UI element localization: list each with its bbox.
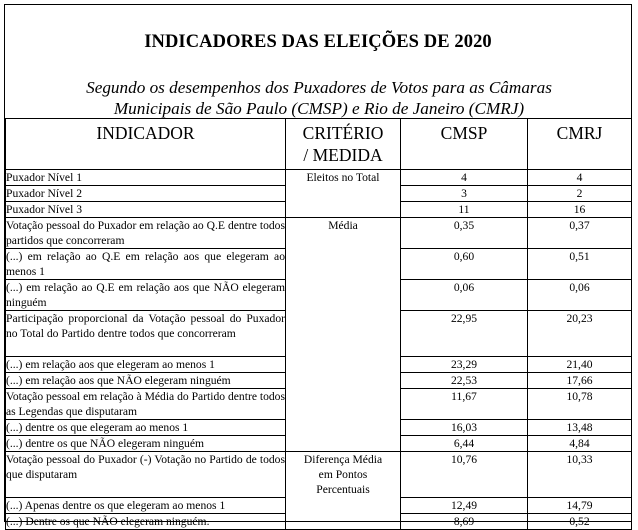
cmsp-value: 11,67 xyxy=(401,389,528,420)
cmsp-value: 23,29 xyxy=(401,357,528,373)
indicador-cell: (...) Dentre os que NÃO elegeram ninguém. xyxy=(6,514,286,530)
criterio-diferenca-line-1: Diferença Média xyxy=(303,453,383,466)
indicador-cell: (...) em relação ao Q.E em relação aos que elegeram ao menos 1 xyxy=(6,250,285,278)
cmsp-value: 11 xyxy=(401,202,528,218)
cmsp-value: 0,35 xyxy=(401,218,528,249)
indicador-cell: (...) em relação ao Q.E em relação aos que NÃO elegeram ninguém xyxy=(6,281,285,309)
header-criterio xyxy=(286,119,401,170)
indicador-cell: (...) dentre os que elegeram ao menos 1 xyxy=(6,420,286,436)
criterio-diferenca-line-2: em Pontos xyxy=(318,468,368,481)
indicador-cell: (...) em relação aos que elegeram ao menos 1 xyxy=(6,357,286,373)
cmrj-value: 20,23 xyxy=(528,311,632,357)
indicador-cell: (...) Apenas dentre os que elegeram ao menos 1 xyxy=(6,498,286,514)
subtitle-line-1: Segundo os desempenhos dos Puxadores de Votos para as Câmaras xyxy=(86,78,552,97)
document-subtitle xyxy=(29,77,609,119)
table-row xyxy=(6,218,632,249)
table-header-row xyxy=(6,119,632,170)
cmrj-value: 4 xyxy=(528,170,632,186)
cmsp-value: 22,95 xyxy=(401,311,528,357)
indicador-cell: Votação pessoal do Puxador (-) Votação no Partido de todos que disputaram xyxy=(6,452,286,498)
cmsp-value: 10,76 xyxy=(401,452,528,498)
cmsp-value: 12,49 xyxy=(401,498,528,514)
indicador-cell: Puxador Nível 1 xyxy=(6,170,286,186)
table-row xyxy=(6,452,632,498)
cmrj-value: 10,78 xyxy=(528,389,632,420)
indicador-cell: Participação proporcional da Votação pessoal do Puxador no Total do Partido dentre todos que concorreram xyxy=(6,311,286,357)
cmsp-value: 3 xyxy=(401,186,528,202)
indicators-table xyxy=(5,118,632,530)
indicador-cell: Votação pessoal do Puxador em relação ao Q.E dentre todos partidos que concorreram xyxy=(6,219,285,247)
header-cmsp: CMSP xyxy=(401,119,528,170)
cmrj-value: 14,79 xyxy=(528,498,632,514)
cmsp-value: 22,53 xyxy=(401,373,528,389)
criterio-eleitos-cell: Eleitos no Total xyxy=(286,170,401,218)
cmsp-value: 16,03 xyxy=(401,420,528,436)
criterio-diferenca-line-3: Percentuais xyxy=(316,483,370,496)
cmsp-value: 0,60 xyxy=(401,249,528,280)
cmrj-value: 13,48 xyxy=(528,420,632,436)
cmrj-value: 0,52 xyxy=(528,514,632,530)
indicador-cell: Puxador Nível 3 xyxy=(6,202,286,218)
cmsp-value: 0,06 xyxy=(401,280,528,311)
criterio-media-cell: Média xyxy=(286,218,401,452)
indicador-cell: Puxador Nível 2 xyxy=(6,186,286,202)
document-frame xyxy=(4,4,632,528)
criterio-diferenca-cell xyxy=(286,452,401,530)
cmrj-value: 4,84 xyxy=(528,436,632,452)
cmsp-value: 6,44 xyxy=(401,436,528,452)
cmsp-value: 8,69 xyxy=(401,514,528,530)
subtitle-line-2: Municipais de São Paulo (CMSP) e Rio de Janeiro (CMRJ) xyxy=(113,99,525,118)
cmrj-value: 0,06 xyxy=(528,280,632,311)
cmrj-value: 21,40 xyxy=(528,357,632,373)
header-indicador: INDICADOR xyxy=(6,119,286,170)
header-criterio-line-1: CRITÉRIO xyxy=(302,123,384,143)
indicador-cell: (...) dentre os que NÃO elegeram ninguém xyxy=(6,436,286,452)
cmrj-value: 17,66 xyxy=(528,373,632,389)
indicador-cell: Votação pessoal em relação à Média do Partido dentre todos as Legendas que disputaram xyxy=(6,390,285,418)
cmrj-value: 16 xyxy=(528,202,632,218)
cmsp-value: 4 xyxy=(401,170,528,186)
indicador-cell: (...) em relação aos que NÃO elegeram ninguém xyxy=(6,373,286,389)
header-criterio-line-2: / MEDIDA xyxy=(303,145,383,165)
cmrj-value: 0,37 xyxy=(528,218,632,249)
cmrj-value: 10,33 xyxy=(528,452,632,498)
table-row xyxy=(6,170,632,186)
header-cmrj: CMRJ xyxy=(528,119,632,170)
document-title: INDICADORES DAS ELEIÇÕES DE 2020 xyxy=(144,32,492,52)
cmrj-value: 2 xyxy=(528,186,632,202)
cmrj-value: 0,51 xyxy=(528,249,632,280)
